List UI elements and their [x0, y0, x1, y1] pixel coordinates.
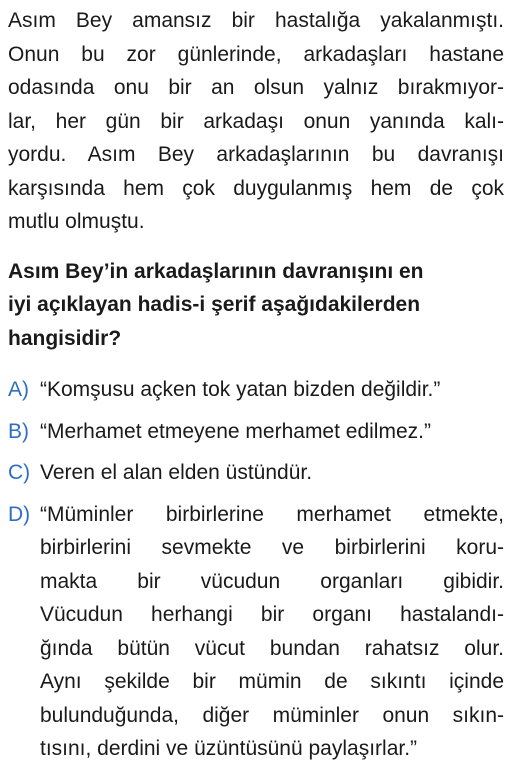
passage-line: karşısında hem çok duygulanmış hem de çok [8, 176, 504, 200]
option-line: Aynı şekilde bir mümin de sıkıntı içinde [40, 670, 504, 693]
answer-options [8, 373, 504, 766]
passage-line: Onun bu zor günlerinde, arkadaşları hastane [8, 42, 504, 66]
option-letter: A) [8, 378, 29, 401]
option-line: Vücudun herhangi bir organı hastalandı- [40, 603, 504, 626]
passage-text [8, 4, 504, 239]
option-b[interactable] [8, 415, 504, 449]
option-text [40, 373, 504, 407]
option-letter: B) [8, 419, 29, 443]
option-line: birbirlerini sevmekte ve birbirlerini koru- [40, 536, 504, 559]
option-line: makta bir vücudun organları gibidir. [40, 569, 504, 593]
option-text [40, 456, 504, 490]
option-d[interactable] [8, 498, 504, 766]
passage-line: odasında onu bir an olsun yalnız bırakmıyor- [8, 76, 504, 99]
question-line: Asım Bey’in arkadaşlarının davranışını en [8, 259, 424, 283]
option-line: ğında bütün vücut bundan rahatsız olur. [40, 636, 504, 660]
option-text [40, 415, 504, 449]
option-line: bulunduğunda, diğer müminler onun sıkın- [40, 703, 504, 727]
option-line: tısını, derdini ve üzüntüsünü paylaşırlar.” [40, 737, 418, 760]
question-stem [8, 255, 504, 356]
passage-line: mutlu olmuştu. [8, 210, 145, 233]
passage-line: yordu. Asım Bey arkadaşlarının bu davranışı [8, 143, 504, 166]
passage-line: lar, her gün bir arkadaşı onun yanında kalı- [8, 109, 504, 133]
option-line: “Müminler birbirlerine merhamet etmekte, [40, 502, 504, 526]
passage-line: Asım Bey amansız bir hastalığa yakalanmıştı. [8, 9, 504, 32]
question-page [8, 4, 504, 774]
option-a[interactable] [8, 373, 504, 407]
question-line: hangisidir? [8, 326, 122, 350]
option-line: Veren el alan elden üstündür. [40, 461, 313, 484]
option-text [40, 498, 504, 766]
option-letter: D) [8, 502, 31, 526]
option-line: “Merhamet etmeyene merhamet edilmez.” [40, 419, 431, 443]
option-line: “Komşusu açken tok yatan bizden değildir.” [40, 378, 441, 401]
option-c[interactable] [8, 456, 504, 490]
option-letter: C) [8, 461, 31, 484]
question-line: iyi açıklayan hadis-i şerif aşağıdakilerden [8, 293, 421, 316]
